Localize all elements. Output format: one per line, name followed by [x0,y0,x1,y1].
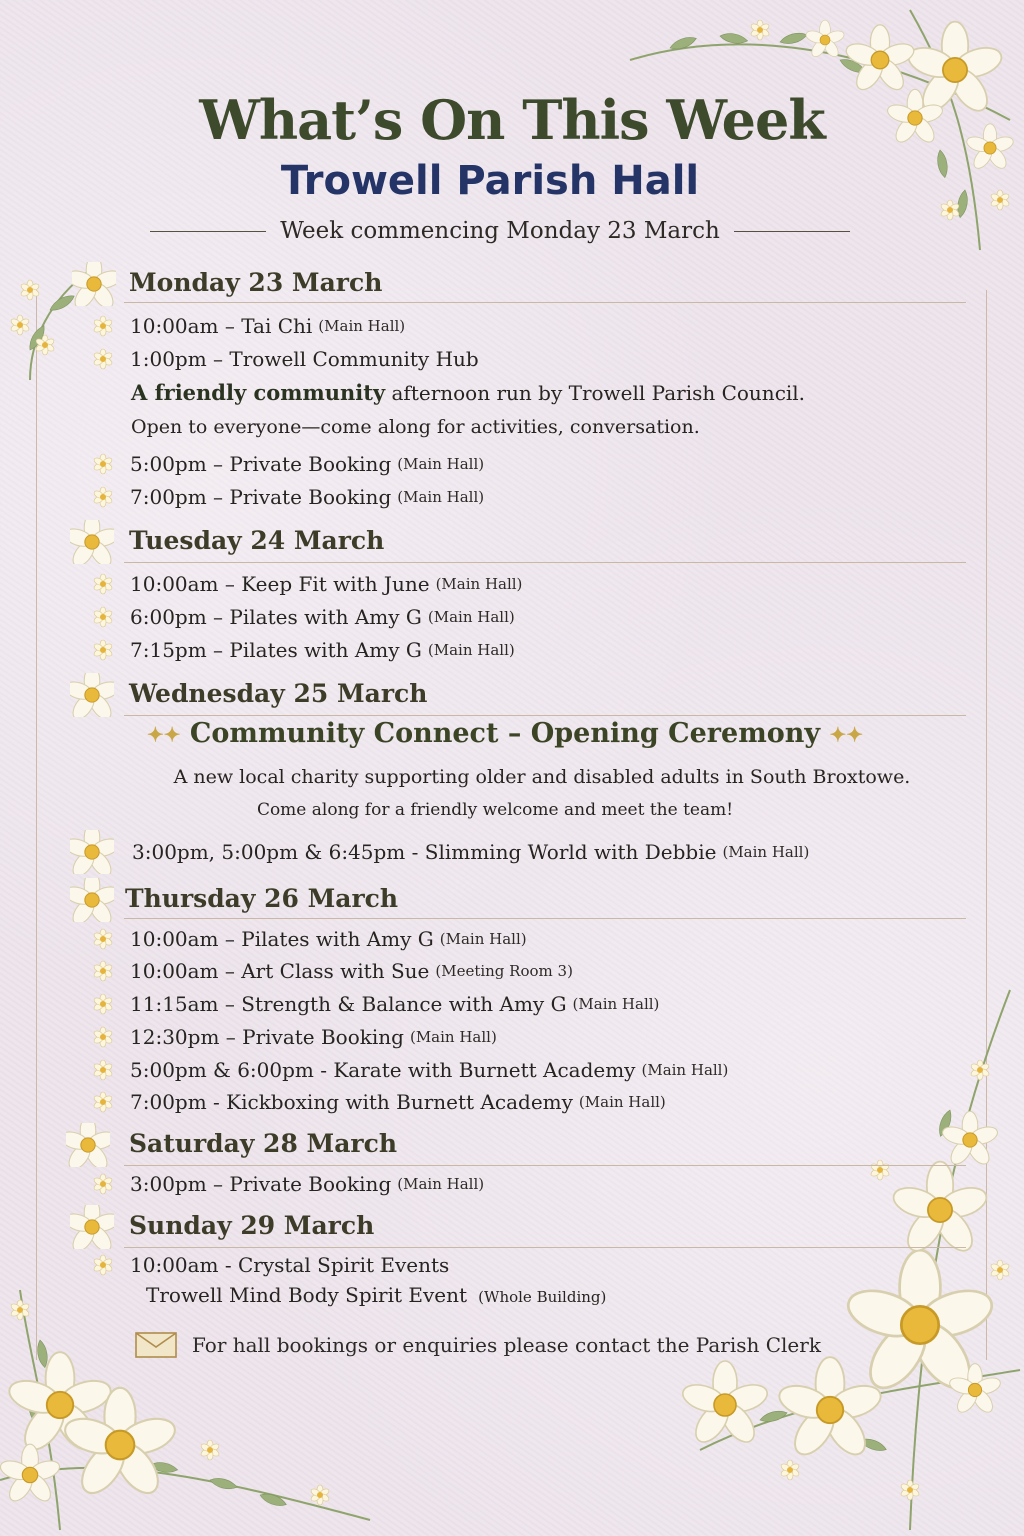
event-title: 7:00pm – Private Booking [130,485,392,509]
flower-bullet-icon [92,1059,114,1081]
day-flower-icon [70,878,114,922]
flower-bullet-icon [92,928,114,950]
event-location: (Main Hall) [641,1061,729,1079]
contact-text: For hall bookings or enquiries please contact the Parish Clerk [192,1333,821,1357]
event-item [92,923,527,955]
hub-description-rest: afternoon run by Trowell Parish Council. [385,381,806,405]
featured-event-title: Community Connect – Opening Ceremony [189,718,821,749]
event-item [92,1086,666,1118]
event-item [92,1021,497,1053]
flower-bullet-icon [92,1173,114,1195]
event-title: 1:00pm – Trowell Community Hub [130,347,479,371]
event-subtitle-title: Trowell Mind Body Spirit Event [146,1283,468,1307]
sparkle-left-icon: ✦✦ [146,722,181,747]
event-location: (Main Hall) [397,455,485,473]
event-item [70,836,809,868]
day-title: Wednesday 25 March [129,679,428,708]
day-flower-icon [70,673,114,717]
day-flower-icon [70,1205,114,1249]
event-title: 7:15pm – Pilates with Amy G [130,638,422,662]
venue-subtitle: Trowell Parish Hall [280,158,700,204]
event-title: 5:00pm – Private Booking [130,452,392,476]
event-location: (Main Hall) [427,608,515,626]
divider-left [150,231,266,232]
flower-bullet-icon [92,639,114,661]
event-location: (Main Hall) [722,843,810,861]
event-title: 10:00am – Art Class with Sue [130,959,430,983]
event-title: 12:30pm – Private Booking [130,1025,404,1049]
flower-bullet-icon [92,1091,114,1113]
event-title: 3:00pm, 5:00pm & 6:45pm - Slimming World with Debbie [132,840,717,864]
flower-bullet-icon [92,453,114,475]
event-item [92,568,522,600]
event-title: 10:00am – Keep Fit with June [130,572,430,596]
event-item [92,310,405,342]
event-item [92,1249,455,1281]
week-commencing-text: Week commencing Monday 23 March [280,218,720,244]
divider-right [734,231,850,232]
featured-description-2: Come along for a friendly welcome and meet the team! [256,800,734,820]
floral-corner-bottom-right-icon [680,970,1024,1536]
flower-bullet-icon [92,1254,114,1276]
day-divider [124,1165,966,1166]
hub-description-2: Open to everyone—come along for activities, conversation. [131,416,700,438]
featured-event [0,718,1010,749]
event-location: (Main Hall) [427,641,515,659]
event-location: (Main Hall) [578,1093,666,1111]
flower-bullet-icon [92,486,114,508]
day-title: Tuesday 24 March [129,526,385,555]
event-title: 10:00am – Pilates with Amy G [130,927,434,951]
event-item [92,634,515,666]
event-location: (Main Hall) [439,930,527,948]
event-location: (Main Hall) [435,575,523,593]
day-title: Sunday 29 March [129,1211,375,1240]
event-title: 7:00pm - Kickboxing with Burnett Academy [130,1090,573,1114]
event-location: (Main Hall) [318,317,406,335]
frame-border-left [36,290,37,1360]
event-item [92,601,515,633]
flower-bullet-icon [92,348,114,370]
hub-description [131,380,805,405]
flower-bullet-icon [92,960,114,982]
event-item [92,1168,484,1200]
flower-bullet-icon [92,573,114,595]
featured-description: A new local charity supporting older and disabled adults in South Broxtowe. [173,766,911,788]
day-divider [124,562,966,563]
flower-bullet-icon [92,993,114,1015]
day-divider [124,302,966,303]
flower-bullet-icon [92,606,114,628]
event-location: (Main Hall) [572,995,660,1013]
event-item [92,955,573,987]
event-title: 3:00pm – Private Booking [130,1172,392,1196]
flower-bullet-icon [70,830,114,874]
flower-bullet-icon [92,1026,114,1048]
day-flower-icon [72,262,116,306]
event-title: 11:15am – Strength & Balance with Amy G [130,992,567,1016]
day-title: Monday 23 March [129,268,383,297]
flower-bullet-icon [92,315,114,337]
day-flower-icon [70,520,114,564]
event-title: 5:00pm & 6:00pm - Karate with Burnett Academy [130,1058,636,1082]
event-item [92,448,484,480]
day-title: Saturday 28 March [129,1129,397,1158]
day-title: Thursday 26 March [125,884,399,913]
page-title: What’s On This Week [199,88,825,152]
event-location: (Main Hall) [397,1175,485,1193]
contact-footer [134,1330,821,1360]
day-divider [124,918,966,919]
floral-corner-bottom-left-icon [0,1280,380,1536]
event-item [92,481,484,513]
day-divider [124,1247,966,1248]
day-divider [124,715,966,716]
sparkle-right-icon: ✦✦ [829,722,864,747]
event-item [92,343,485,375]
event-title: 10:00am - Crystal Spirit Events [130,1253,450,1277]
event-subtitle-location: (Whole Building) [478,1288,607,1306]
event-title: 10:00am – Tai Chi [130,314,313,338]
event-title: 6:00pm – Pilates with Amy G [130,605,422,629]
event-location: (Main Hall) [397,488,485,506]
envelope-icon [134,1330,178,1360]
event-item [92,988,659,1020]
event-item [92,1054,728,1086]
hub-description-lead: A friendly community [131,380,386,405]
event-subtitle [146,1283,606,1307]
week-commencing [150,214,850,248]
day-flower-icon [66,1123,110,1167]
event-location: (Meeting Room 3) [435,962,573,980]
event-location: (Main Hall) [409,1028,497,1046]
